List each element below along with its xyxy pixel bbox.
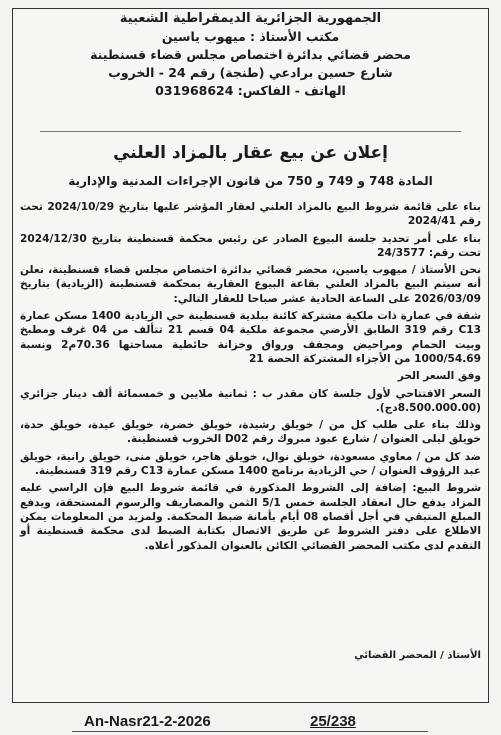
paragraph-property-description: شقة في عمارة ذات ملكية مشتركة كائنة ببلدية قسنطينة حي الزيادية 1400 مسكن عمارة C13 رقم 319 الطابق الأرضي مجموعة ملكية 04 قسم 21 تتألف من 04 غرف ومطبخ وبيت الحمام ومراحيض ومجفف ورواق وخزانة حائطية مساحتها 70.36م2 ونسبة 1000/54.69 من الأجزاء المشتركة الحصة 21 (20, 310, 482, 365)
paragraph-opening-price: السعر الافتتاحي لأول جلسة كان مقدر ب : ثمانية ملايين و خمسمائة ألف دينار جزائري (8.500.000.00دج). (20, 387, 481, 414)
paragraph-defendants: ضد كل من / معاوي مسعودة، خويلق نوال، خويلق هاجر، خويلق منى، خويلق رانية، خويلق عبد الرؤوف العنوان / حي الزيادية برنامج 1400 مسكن عمارة C13 رقم 319 قسنطينة. (20, 450, 481, 478)
notice-body (20, 200, 481, 556)
publication-number: 25/238 (310, 713, 356, 730)
paragraph-hearing-order: بناء على أمر تحديد جلسة البيوع الصادر عن رئيس محكمة قسنطينة بتاريخ 2024/12/30 تحت رقم: 24/3577 (20, 232, 481, 259)
publication-footer (58, 713, 456, 731)
paragraph-sale-conditions: شروط البيع: إضافة إلى الشروط المذكورة في قائمة شروط البيع فإن الراسي عليه المزاد يدفع حال انعقاد الجلسة خمس 5/1 الثمن والمصاريف والرسوم المستحقة، ويدفع المبلغ المتبقي في أجل أقصاه 08 أيام بأمانة ضبط المحكمة. ولمزيد من المعلومات يمكن الاطلاع على دفتر الشروط عن طريق الاتصال بكتابة الضبط لدى محكمة قسنطينة أو التقدم لدى مكتب المحضر القضائي الكائن بالعنوان المذكور أعلاه. (20, 482, 482, 552)
office-header (12, 10, 489, 100)
paragraph-announcement: نحن الأستاذ / ميهوب ياسين، محضر قضائي بدائرة اختصاص مجلس قضاء قسنطينة، نعلن أنه سيتم البيع بالمزاد العلني بقاعة البيوع العقارية بمحكمة قسنطينة (الزيادية) بتاريخ 2026/03/09 على الساعة الحادية عشر صباحا للعقار التالي: (20, 264, 481, 305)
office-jurisdiction: محضر قضائي بدائرة اختصاص مجلس قضاء قسنطينة (90, 47, 411, 62)
office-name: مكتب الأستاذ : ميهوب ياسين (161, 29, 340, 44)
header-divider (40, 131, 461, 132)
notice-title: إعلان عن بيع عقار بالمزاد العلني (113, 143, 388, 163)
signature-label: الأستاذ / المحضر القضائي (354, 650, 481, 661)
republic-name: الجمهورية الجزائرية الديمقراطية الشعبية (119, 11, 382, 26)
footer-line (72, 731, 428, 732)
paragraph-conditions-list: بناء على قائمة شروط البيع بالمزاد العلني لعقار المؤشر عليها بتاريخ 2024/10/29 تحت رقم 2024/41 (20, 201, 482, 228)
paragraph-requesters: وذلك بناء على طلب كل من / خويلق رشيدة، خويلق خضرة، خويلق عيدة، خويلق حدة، خويلق ليلى العنوان / شارع عبود مبروك رقم D02 الخروب قسنطينة. (20, 419, 481, 446)
office-address: شارع حسين برادعي (طنجة) رقم 24 - الخروب (108, 65, 393, 80)
notice-subtitle: المادة 748 و 749 و 750 من قانون الإجراءات المدنية والإدارية (68, 174, 433, 188)
paragraph-price-mode: وفق السعر الحر (397, 370, 481, 383)
office-phone: الهاتف - الفاكس: 031968624 (155, 83, 346, 98)
publication-name-date: An-Nasr21-2-2026 (84, 713, 211, 730)
